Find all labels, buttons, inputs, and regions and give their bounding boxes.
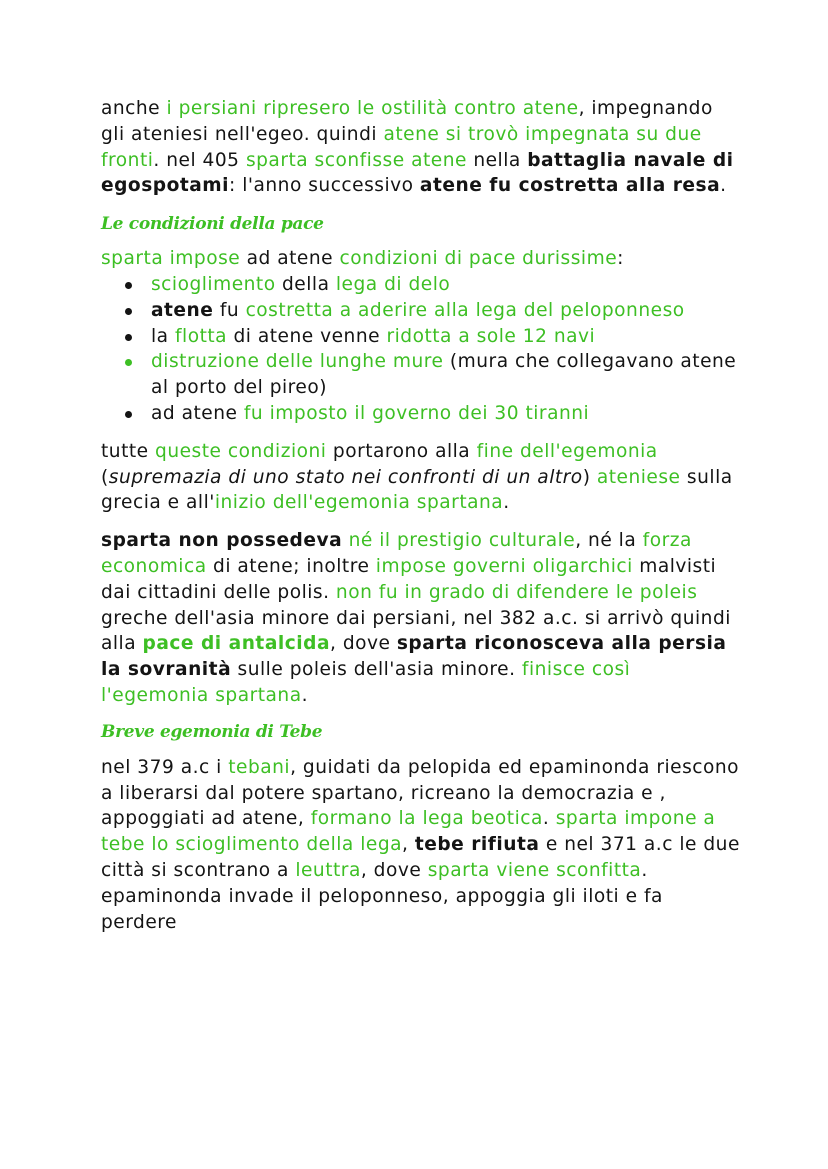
text-span: greche dell'asia minore dai persiani, nel 382 a.c. si arrivò quindi alla — [101, 607, 731, 655]
text-span: . nel 405 — [153, 149, 246, 171]
text-span: : l'anno successivo — [229, 175, 420, 197]
text-span: (mura che collegavano atene al porto del pireo) — [151, 351, 737, 399]
bullet-icon — [125, 334, 132, 341]
highlight-span: inizio dell'egemonia spartana — [214, 492, 504, 514]
text-span: nella — [466, 149, 528, 171]
highlight-span: forza economica — [101, 530, 692, 577]
italic-span: supremazia di uno stato nei confronti di un altro — [108, 466, 583, 488]
highlight-span: queste condizioni — [155, 440, 327, 462]
text-span: nel 379 a.c i — [101, 756, 229, 778]
text-span: sulle poleis dell'asia minore. — [231, 659, 522, 681]
highlight-span: distruzione delle lunghe mure — [151, 351, 444, 373]
bullet-icon — [125, 411, 132, 418]
text-span: , dove — [330, 633, 397, 655]
highlight-span: atene si trovò impegnata su due fronti — [101, 123, 702, 171]
peace-conditions-list — [101, 272, 741, 427]
highlight-span: impose governi oligarchici — [375, 555, 633, 577]
bold-span: atene fu costretta alla resa — [419, 175, 721, 197]
text-span: sulla grecia e all' — [101, 466, 733, 514]
bold-span: sparta riconosceva alla persia la sovranità — [101, 633, 727, 681]
bold-span: battaglia navale di egospotami — [101, 149, 734, 197]
text-span: fu — [213, 299, 246, 321]
highlight-span: i persiani ripresero le ostilità contro atene — [166, 98, 579, 119]
section-heading-peace-conditions: Le condizioni della pace — [101, 214, 324, 235]
text-span: e nel 371 a.c le due città si scontrano a — [101, 834, 740, 881]
highlight-span: né il prestigio culturale — [342, 530, 576, 552]
highlight-span: leuttra — [295, 859, 361, 881]
paragraph-persian-hostilities — [101, 96, 741, 199]
text-span: di atene; inoltre — [206, 555, 376, 577]
highlight-span: ateniese — [596, 466, 681, 488]
highlight-span: formano la lega beotica — [310, 808, 543, 830]
paragraph-peace-intro — [101, 246, 741, 272]
text-span: . — [542, 808, 556, 830]
paragraph-sparta-weakness — [101, 528, 741, 709]
highlight-span: fu imposto il governo dei 30 tiranni — [243, 402, 590, 424]
highlight-span: sparta viene sconfitta — [427, 859, 642, 881]
bullet-icon — [125, 308, 132, 315]
highlight-span: non fu in grado di difendere le poleis — [335, 581, 698, 603]
text-span: . — [720, 175, 727, 197]
list-item — [151, 272, 741, 298]
highlight-span: fine dell'egemonia — [476, 440, 658, 462]
highlight-span: condizioni di pace durissime — [339, 248, 618, 270]
text-span: anche — [101, 98, 167, 119]
list-item — [151, 401, 741, 427]
highlight-span: sparta impose — [101, 248, 241, 270]
list-item — [151, 349, 741, 401]
text-span: malvisti dai cittadini delle polis. — [101, 555, 717, 603]
bold-span: sparta non possedeva — [101, 530, 343, 552]
paragraph-end-of-hegemony — [101, 439, 741, 516]
highlight-span: lega di delo — [335, 273, 451, 295]
text-span: . epaminonda invade il peloponneso, appoggia gli iloti e fa perdere — [101, 859, 663, 933]
text-span: ( — [101, 466, 109, 488]
document-content — [101, 96, 741, 935]
text-span: ) — [582, 466, 597, 488]
highlight-span: tebani — [228, 756, 291, 778]
text-span: ad atene — [151, 402, 244, 424]
text-span: , né la — [575, 530, 643, 552]
text-span: la — [151, 325, 175, 347]
highlight-span: ridotta a sole 12 navi — [386, 325, 596, 347]
highlight-span: finisce così l'egemonia spartana — [101, 659, 631, 706]
text-span: tutte — [101, 440, 156, 462]
bold-span: tebe rifiuta — [414, 834, 540, 856]
list-item — [151, 298, 741, 324]
bullet-icon — [125, 282, 132, 289]
highlight-span: sparta sconfisse atene — [245, 149, 467, 171]
highlight-span: scioglimento — [151, 273, 276, 295]
paragraph-thebes — [101, 755, 741, 936]
highlight-span: flotta — [174, 325, 228, 347]
text-span: , dove — [360, 859, 428, 881]
bold-span: atene — [151, 299, 214, 321]
text-span: , — [402, 834, 415, 856]
text-span: . — [503, 492, 510, 514]
list-item — [151, 324, 741, 350]
highlight-bold-span: pace di antalcida — [142, 633, 330, 655]
text-span: di atene venne — [227, 325, 387, 347]
highlight-span: sparta impone a tebe lo scioglimento della lega — [101, 808, 716, 856]
text-span: portarono alla — [326, 440, 477, 462]
bullet-icon — [125, 359, 132, 366]
text-span: : — [617, 248, 624, 270]
text-span: ad atene — [240, 248, 340, 270]
text-span: della — [275, 273, 336, 295]
text-span: , impegnando gli ateniesi nell'egeo. quindi — [101, 98, 713, 145]
text-span: , guidati da pelopida ed epaminonda riescono a liberarsi dal potere spartano, ricreano la democrazia e , appoggiati ad atene, — [101, 756, 740, 830]
section-heading-theban-hegemony: Breve egemonia di Tebe — [101, 721, 323, 742]
text-span: . — [301, 684, 309, 706]
highlight-span: costretta a aderire alla lega del peloponneso — [245, 299, 685, 321]
